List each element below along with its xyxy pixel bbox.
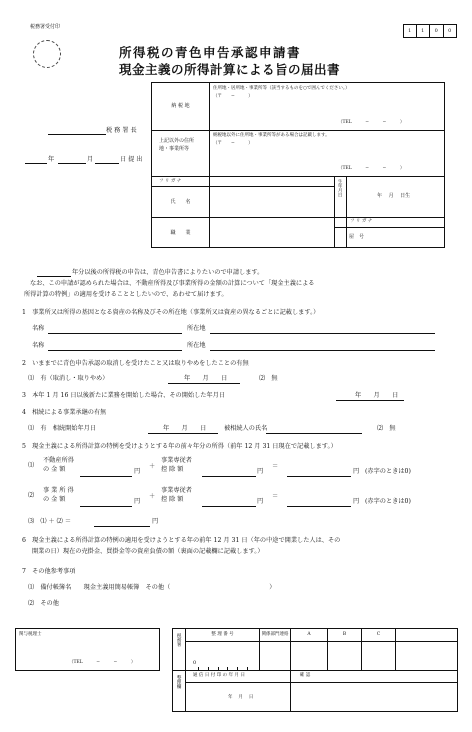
form-title: 所得税の青色申告承認申請書 — [119, 45, 302, 60]
birth-label: 生年月日 — [337, 179, 343, 197]
item1-location-line-1[interactable] — [210, 333, 435, 334]
item1-name-line-2[interactable] — [48, 350, 182, 351]
taxpayer-info-table — [151, 82, 445, 248]
submit-day-label: 日 提 出 — [120, 156, 143, 163]
item3-date[interactable]: 年 月 日 — [355, 392, 399, 399]
item1-name-line-1[interactable] — [48, 333, 182, 334]
name-field[interactable] — [212, 189, 330, 214]
item5-1-amount-line[interactable] — [80, 476, 132, 477]
item4-option-no[interactable]: ⑵ 無 — [377, 425, 396, 432]
yen-label: 円 — [134, 468, 141, 475]
other-address-postal[interactable]: （〒 − ） — [213, 141, 253, 146]
code-digit: 1 — [403, 24, 417, 38]
start-year-line[interactable] — [37, 276, 71, 277]
yen-label: 円 — [257, 468, 264, 475]
item2-option-no[interactable]: ⑵ 無 — [259, 375, 278, 382]
employee-label-a: 事業専従者 — [161, 457, 192, 464]
column-a-label: A — [307, 632, 311, 638]
item7-books[interactable]: ⑴ 備付帳簿名 現金主義用簡易帳簿 その他（ ） — [28, 584, 276, 591]
item3-date-line — [336, 400, 404, 401]
item5-2-label-a: 事 業 所 得 — [43, 487, 74, 494]
item5-2-employee-label — [161, 486, 192, 505]
item5-1-label-a: 不動産所得 — [43, 457, 74, 464]
item2-option-yes[interactable]: ⑴ 有（取消し・取りやめ） — [28, 375, 109, 382]
name-furigana-label: フ リ ガ ナ — [159, 179, 182, 184]
yen-label: 円 — [353, 498, 360, 505]
seiri-bango-cells[interactable] — [189, 667, 257, 671]
other-address-note: 納税地以外に住所地・事業所等がある場合は記載します。 — [213, 133, 330, 138]
nozeichi-tel[interactable]: （TEL − − ） — [338, 120, 405, 125]
column-b-label: B — [342, 632, 347, 638]
item4-date[interactable]: 年 月 日 — [163, 425, 207, 432]
item5-sum-label: ⑶ ⑴ ＋ ⑵ ＝ — [28, 518, 72, 525]
item1-name-label-1: 名称 — [32, 325, 45, 332]
item5-2-employee-line[interactable] — [202, 506, 256, 507]
item1-name-label-2: 名称 — [32, 342, 45, 349]
nozeichi-note: 住所地・居所地・事業所等（該当するものを○で囲んでください。） — [213, 86, 350, 91]
item5-sum-line[interactable] — [94, 526, 150, 527]
shop-furigana-label: フ リ ガ ナ — [350, 219, 373, 224]
seiri-bango-label: 整 理 番 号 — [211, 632, 234, 638]
yen-label: 円 — [353, 468, 360, 475]
seiri-bango-zero: 0 — [193, 660, 197, 666]
kankei-bumon-label: 関係部門連絡 — [261, 632, 289, 638]
code-digit: 1 — [417, 24, 430, 38]
submit-day-line[interactable] — [95, 163, 119, 164]
item5-2-label-b: の 金 額 — [43, 496, 66, 504]
other-address-tel[interactable]: （TEL − − ） — [338, 166, 405, 171]
intro-text-3: 所得計算の特例」の適用を受けることとしたいので、あわせて届けます。 — [24, 291, 228, 298]
equals-sign: ＝ — [272, 493, 279, 500]
nozeichi-postal[interactable]: （〒 − ） — [213, 94, 253, 99]
employee-label-b: 控 除 額 — [161, 466, 184, 474]
item5-1-label-b: の 金 額 — [43, 466, 66, 474]
item2-text: 2 いままでに青色申告承認の取消しを受けたこと又は取りやめをしたことの有無 — [22, 360, 249, 367]
item2-date[interactable]: 年 月 日 — [184, 375, 228, 382]
employee-label-a: 事業専従者 — [161, 487, 192, 494]
item5-1-employee-line[interactable] — [202, 476, 256, 477]
tax-accountant-box[interactable] — [15, 628, 160, 671]
item5-2-marker: ⑵ — [28, 492, 35, 499]
submit-year-label: 年 — [48, 156, 55, 163]
item7-other[interactable]: ⑵ その他 — [28, 600, 59, 607]
negative-note: (赤字のときは0) — [365, 468, 411, 475]
other-address-label: 上記以外の住所地・事業所等 — [159, 138, 195, 152]
submit-month-label: 月 — [87, 156, 94, 163]
item5-1-result-line[interactable] — [287, 476, 351, 477]
code-digit: 0 — [430, 24, 443, 38]
tax-accountant-label: 関与税理士 — [19, 632, 42, 637]
tsuushin-date[interactable]: 年 月 日 — [228, 695, 254, 700]
item4-option-yes[interactable]: ⑴ 有 相続開始年月日 — [28, 425, 97, 432]
kakunin-label: 確 認 — [299, 673, 311, 679]
item5-1-marker: ⑴ — [28, 462, 35, 469]
birth-value[interactable]: 年 月 日生 — [377, 193, 411, 199]
plus-sign: ＋ — [149, 493, 156, 500]
yen-label: 円 — [134, 498, 141, 505]
item5-text: 5 現金主義による所得計算の特例を受けようとする年の前々年分の所得（前年 12 月 31 日現在で記載します。） — [22, 443, 337, 450]
tax-office-line[interactable] — [48, 134, 106, 135]
item2-date-line — [168, 383, 240, 384]
item5-2-label — [43, 486, 74, 505]
job-label: 職 業 — [170, 229, 191, 236]
management-column-label: 整理欄 — [176, 675, 182, 689]
name-label: 氏 名 — [170, 198, 191, 205]
form-code-box — [403, 24, 457, 38]
nozeichi-label: 納 税 地 — [171, 103, 190, 110]
code-digit: 0 — [444, 24, 457, 38]
equals-sign: ＝ — [272, 463, 279, 470]
job-field[interactable] — [212, 220, 330, 245]
item4-date-line — [148, 433, 218, 434]
item3-text: 3 本年 1 月 16 日以後新たに業務を開始した場合、その開始した年月日 — [22, 392, 226, 399]
item5-1-employee-label — [161, 456, 192, 475]
item5-2-amount-line[interactable] — [80, 506, 132, 507]
submit-month-line[interactable] — [58, 163, 86, 164]
employee-label-b: 控 除 額 — [161, 496, 184, 504]
yen-label: 円 — [257, 498, 264, 505]
item4-heir-label: 被相続人の氏名 — [224, 425, 268, 432]
tsuushin-label: 通 信 日 付 印 の 年 月 日 — [193, 673, 245, 678]
office-column-label: 税務署 — [176, 633, 182, 647]
item4-text: 4 相続による事業承継の有無 — [22, 409, 107, 416]
item1-location-line-2[interactable] — [210, 350, 435, 351]
item1-location-label-2: 所在地 — [187, 342, 206, 349]
shop-label: 屋 号 — [349, 234, 365, 240]
item4-heir-line[interactable] — [266, 433, 362, 434]
yen-label: 円 — [152, 518, 159, 525]
item6-text-2: 開業の日）現在の売掛金、買掛金等の資産負債の額（裏面の記載欄に記載します。） — [32, 548, 264, 555]
plus-sign: ＋ — [149, 463, 156, 470]
item5-1-label — [43, 456, 74, 475]
office-use-table — [172, 628, 458, 712]
stamp-circle — [33, 40, 61, 68]
item5-2-result-line[interactable] — [287, 506, 351, 507]
form-subtitle: 現金主義の所得計算による旨の届出書 — [119, 62, 341, 77]
item1-text: 1 事業所又は所得の基因となる資産の名称及びその所在地（事業所又は資産の異なるごとに記載します。） — [22, 309, 320, 316]
item1-location-label-1: 所在地 — [187, 325, 206, 332]
item6-text-1: 6 現金主義による所得計算の特例の適用を受けようとする年の前年 12 月 31 日（年の中途で開業した人は、その — [22, 537, 341, 544]
tax-office-suffix: 税 務 署 長 — [106, 127, 137, 134]
intro-text-1: 年分以後の所得税の申告は、青色申告書によりたいので申請します。 — [72, 269, 264, 276]
submit-year-line[interactable] — [25, 163, 47, 164]
item7-text: 7 その他参考事項 — [22, 568, 76, 575]
stamp-label: 税務署受付印 — [30, 24, 61, 30]
intro-text-2: なお、この申請が認められた場合は、不動産所得及び事業所得の金額の計算について「現金主義による — [30, 280, 315, 287]
column-c-label: C — [376, 632, 381, 638]
tax-accountant-tel[interactable]: （TEL − − ） — [69, 660, 136, 665]
negative-note: (赤字のときは0) — [365, 498, 411, 505]
